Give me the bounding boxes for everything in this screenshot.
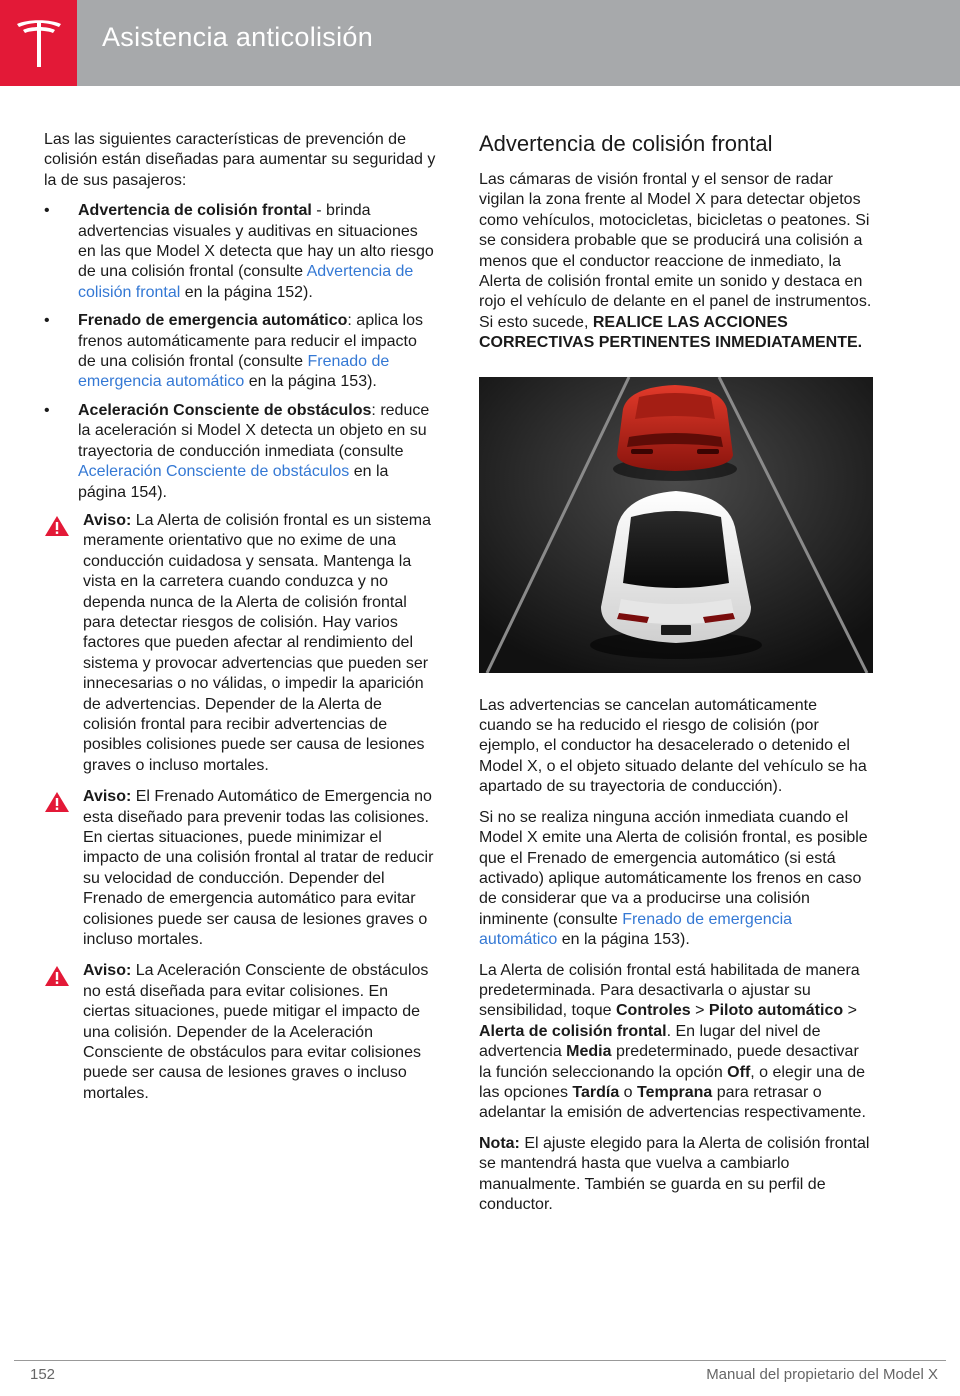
warning-note <box>44 961 436 1104</box>
lead-vehicle-red <box>613 385 737 481</box>
feature-text: en la página 153). <box>244 373 377 391</box>
list-item <box>44 311 436 393</box>
feature-name: Frenado de emergencia automático <box>78 312 348 330</box>
footer-title: Manual del propietario del Model X <box>706 1366 938 1383</box>
paragraph: Las advertencias se cancelan automáticamente cuando se ha reducido el riesgo de colisión (por ejemplo, el conductor ha desacelerado o detenido el Model X, o el objeto situado delante del vehículo se ha apartado de su trayectoria de conducción). <box>479 696 867 796</box>
paragraph <box>479 170 873 354</box>
warning-text: El Frenado Automático de Emergencia no esta diseñado para prevenir todas las colisiones. En ciertas situaciones, puede minimizar el impacto de una colisión frontal al tratar de reducir su velocidad de conducción. Depender del Frenado de emergencia automático para evitar colisiones puede ser causa de lesiones graves o incluso mortales. <box>83 788 434 949</box>
paragraph-text: Si no se realiza ninguna acción inmediata cuando el Model X emite una Alerta de colisión frontal, es posible que el Frenado de emergencia automático (si está activado) aplique automáticamente los frenos en caso de considerar que va a producirse una colisión inminente (consulte <box>479 808 868 928</box>
paragraph-text: Las cámaras de visión frontal y el sensor de radar vigilan la zona frente al Model X para detectar objetos como vehículos, motocicletas, bicicletas o peatones. Si se considera probable que se producirá una colisión a menos que el conductor reaccione de inmediato, la Alerta de colisión frontal emite un sonido y destaca en rojo el vehículo de delante en el panel de instrumentos. Si esto sucede, <box>479 171 872 331</box>
warning-note <box>44 787 436 950</box>
paragraph-text: > <box>843 1002 857 1020</box>
collision-warning-illustration <box>479 377 873 673</box>
right-column <box>479 130 873 1225</box>
warning-triangle-icon <box>44 515 70 537</box>
left-column <box>44 130 436 1115</box>
setting-option: Media <box>566 1043 612 1061</box>
paragraph-text: para retrasar o adelantar la emisión de advertencias respectivamente. <box>479 1083 866 1122</box>
paragraph <box>479 808 873 951</box>
header-bar <box>77 0 960 86</box>
note-label: Nota: <box>479 1134 520 1152</box>
tesla-logo-icon <box>14 17 64 69</box>
paragraph-text: en la página 153). <box>557 931 690 949</box>
warning-label: Aviso: <box>83 511 132 529</box>
feature-text: - brinda advertencias visuales y auditivas en situaciones en las que Model X detecta que hay un alto riesgo de una colisión frontal (consulte <box>78 202 434 281</box>
setting-option: Temprana <box>637 1083 713 1101</box>
warning-triangle-icon <box>44 791 70 813</box>
feature-list <box>44 201 436 503</box>
footer-divider <box>14 1360 946 1361</box>
cross-reference-link[interactable]: Frenado de emergencia automático <box>78 353 390 391</box>
warning-label: Aviso: <box>83 788 132 806</box>
page-title: Asistencia anticolisión <box>102 22 374 52</box>
page-number: 152 <box>30 1366 56 1383</box>
ui-path-item: Piloto automático <box>708 1002 844 1020</box>
cross-reference-link[interactable]: Advertencia de colisión frontal <box>78 263 414 301</box>
bullet: • <box>44 202 50 220</box>
cross-reference-link[interactable]: Frenado de emergencia automático <box>479 910 793 949</box>
feature-name: Aceleración Consciente de obstáculos <box>78 401 372 419</box>
paragraph-text: , o elegir una de las opciones <box>479 1063 866 1101</box>
intro-paragraph: Las las siguientes características de prevención de colisión están diseñadas para aumentar su seguridad y la de sus pasajeros: <box>44 131 436 189</box>
section-heading: Advertencia de colisión frontal <box>479 131 773 156</box>
bullet: • <box>44 312 50 330</box>
setting-option: Off <box>727 1063 751 1081</box>
paragraph-text: La Alerta de colisión frontal está habilitada de manera predeterminada. Para desactivarla o ajustar su sensibilidad, toque <box>479 961 860 1020</box>
setting-option: Tardía <box>572 1083 620 1101</box>
ui-path-item: Alerta de colisión frontal <box>479 1022 667 1040</box>
brand-logo <box>0 0 77 86</box>
feature-text: : reduce la aceleración si Model X detecta un objeto en su trayectoria de conducción inmediata (consulte <box>78 401 430 460</box>
feature-text: : aplica los frenos automáticamente para reducir el impacto de una colisión frontal (consulte <box>78 312 423 371</box>
ui-path-item: Controles <box>615 1002 691 1020</box>
list-item <box>44 201 436 303</box>
list-item <box>44 401 436 503</box>
paragraph-text: > <box>690 1002 709 1020</box>
warning-note <box>44 511 436 776</box>
warning-text: La Aceleración Consciente de obstáculos no está diseñada para evitar colisiones. En ciertas situaciones, puede mitigar el impacto de una colisión. Depender de la Aceleración Consciente de obstáculos para evitar colisiones puede ser causa de lesiones graves o incluso mortales. <box>83 962 429 1102</box>
bullet: • <box>44 401 50 419</box>
emphasis-text: REALICE LAS ACCIONES CORRECTIVAS PERTINENTES INMEDIATAMENTE. <box>479 313 863 352</box>
cross-reference-link[interactable]: Aceleración Consciente de obstáculos <box>78 463 350 481</box>
feature-name: Advertencia de colisión frontal <box>78 202 312 220</box>
warning-text: La Alerta de colisión frontal es un sistema meramente orientativo que no exime de una conducción cuidadosa y sensata. Mantenga la vista en la carretera cuando conduzca y no dependa nunca de la Alerta de colisión frontal para detectar riesgos de colisión. Hay varios factores que pueden afectar al rendimiento del sistema y provocar advertencias que pueden ser innecesarias o no válidas, o impedir la aparición de advertencias. Depender de la Alerta de colisión frontal para recibir advertencias de posibles colisiones puede ser causa de lesiones graves o incluso mortales. <box>83 511 432 774</box>
warning-label: Aviso: <box>83 962 132 980</box>
paragraph <box>479 961 873 1124</box>
feature-text: en la página 154). <box>78 463 389 501</box>
note-paragraph <box>479 1134 873 1216</box>
paragraph-text: . En lugar del nivel de advertencia <box>479 1022 821 1061</box>
paragraph-text: predeterminado, puede desactivar la función seleccionando la opción <box>479 1043 859 1081</box>
warning-triangle-icon <box>44 965 70 987</box>
feature-text: en la página 152). <box>180 283 313 301</box>
paragraph-text: o <box>619 1083 638 1101</box>
note-text: El ajuste elegido para la Alerta de colisión frontal se mantendrá hasta que vuelva a cambiarlo manualmente. También se guarda en su perfil de conductor. <box>479 1134 870 1213</box>
